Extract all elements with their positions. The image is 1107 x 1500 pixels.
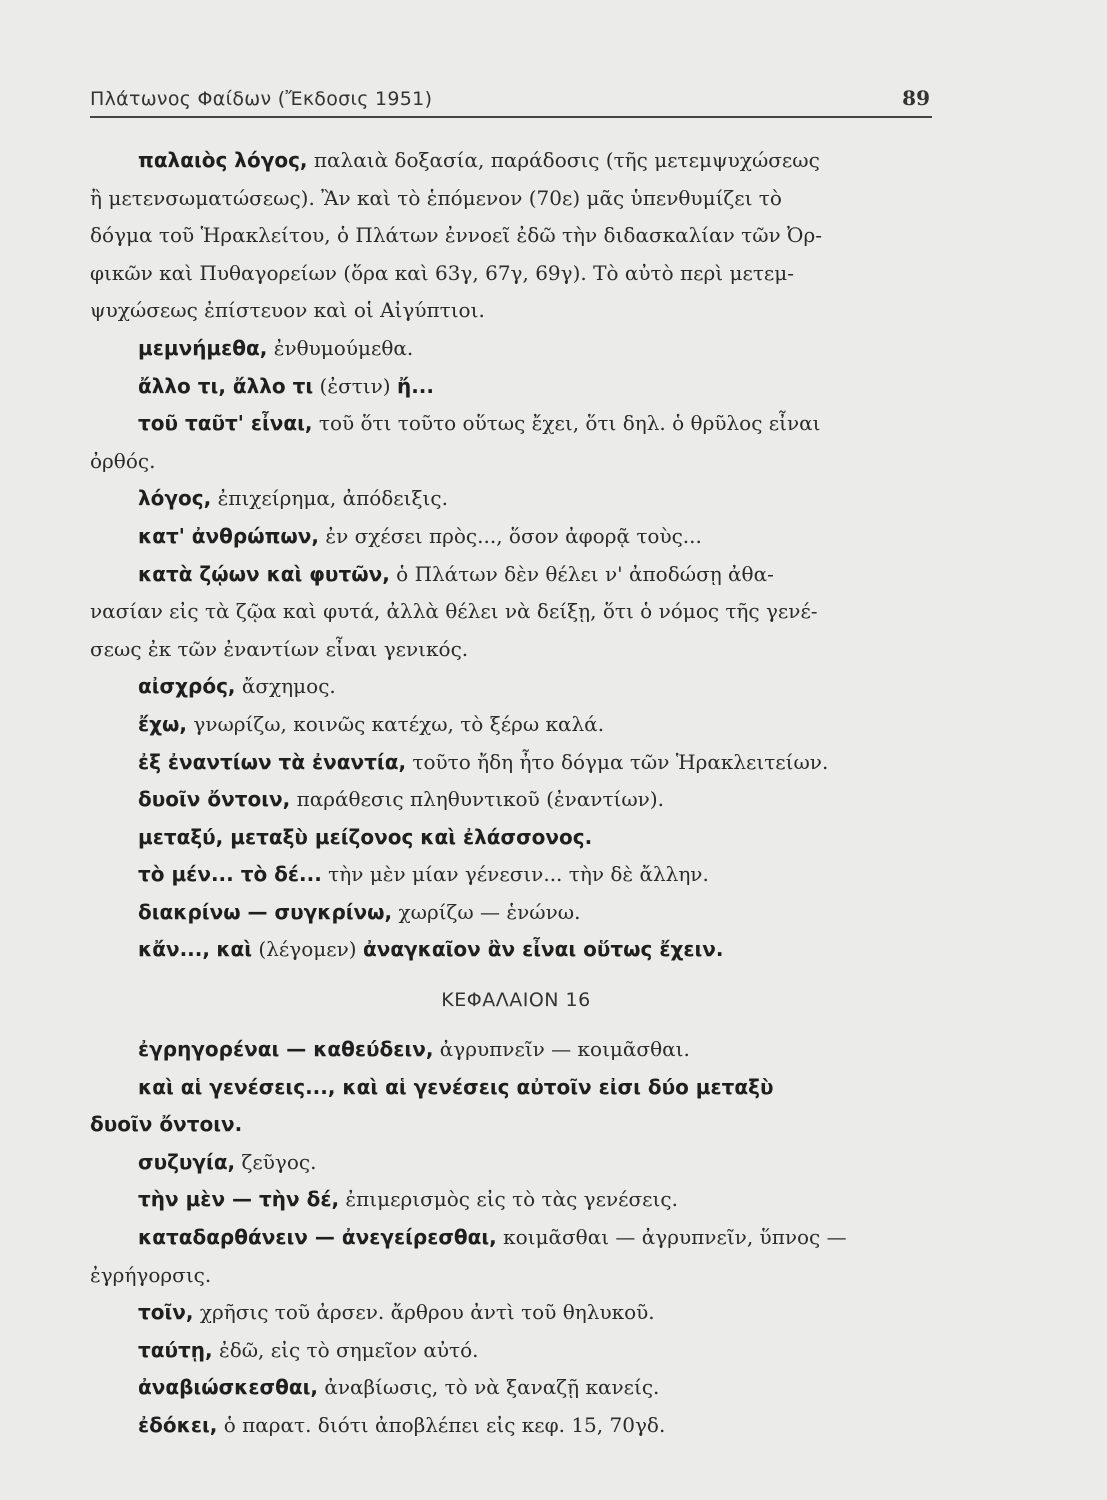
text-line [90, 480, 932, 518]
lemma: δυοῖν ὄντοιν. [90, 1112, 243, 1137]
gloss: χωρίζω — ἑνώνω. [392, 899, 581, 924]
gloss: ἐνθυμούμεθα. [267, 335, 414, 360]
page-body [90, 142, 932, 1445]
lemma: ἤ... [396, 373, 434, 398]
text-line [90, 1407, 932, 1445]
text-line [90, 368, 932, 406]
lemma: τοῖν, [138, 1300, 194, 1325]
text-line [90, 1031, 932, 1069]
lemma: κατὰ ζῴων καὶ φυτῶν, [138, 561, 390, 586]
lemma: παλαιὸς λόγος, [138, 148, 308, 172]
lemma: διακρίνω — συγκρίνω, [138, 899, 393, 924]
lemma: καταδαρθάνειν — ἀνεγείρεσθαι, [138, 1225, 497, 1250]
text-line [90, 330, 932, 368]
lemma: ἀναβιώσκεσθαι, [138, 1375, 318, 1400]
gloss: φικῶν καὶ Πυθαγορείων (ὅρα καὶ 63γ, 67γ, 69γ). Τὸ αὐτὸ περὶ μετεμ- [90, 260, 794, 285]
text-line [90, 1332, 932, 1370]
lemma: ἀναγκαῖον ἂν εἶναι οὕτως ἔχειν. [362, 937, 724, 962]
lemma: καὶ [216, 937, 253, 962]
gloss: δόγμα τοῦ Ἡρακλείτου, ὁ Πλάτων ἐννοεῖ ἐδῶ τὴν διδασκαλίαν τῶν Ὀρ- [90, 223, 822, 248]
gloss: ὁ παρατ. διότι ἀποβλέπει εἰς κεφ. 15, 70γδ. [217, 1413, 666, 1437]
lemma: τὸ μέν... τὸ δέ... [138, 862, 322, 887]
lemma: κἄν..., [138, 937, 210, 962]
text-line [90, 593, 932, 631]
lemma: κατ' ἀνθρώπων, [138, 523, 320, 548]
gloss: ὁ Πλάτων δὲν θέλει ν' ἀποδώσῃ ἀθα- [389, 561, 774, 586]
gloss: νασίαν εἰς τὰ ζῷα καὶ φυτά, ἀλλὰ θέλει νὰ δείξῃ, ὅτι ὁ νόμος τῆς γενέ- [90, 599, 818, 624]
text-line [90, 1106, 932, 1144]
text-line [90, 556, 932, 594]
gloss: ἢ μετενσωματώσεως). Ἂν καὶ τὸ ἑπόμενον (70ε) μᾶς ὑπενθυμίζει τὸ [90, 185, 782, 210]
gloss: τοῦτο ἤδη ἦτο δόγμα τῶν Ἡρακλειτείων. [406, 749, 829, 774]
running-title: Πλάτωνος Φαίδων (Ἔκδοσις 1951) [90, 88, 433, 110]
text-line [90, 1257, 932, 1295]
chapter-heading: ΚΕΦΑΛΑΙΟΝ 16 [441, 989, 591, 1012]
text-line [90, 180, 932, 218]
text-line [90, 631, 932, 669]
text-line [90, 1181, 932, 1219]
lemma: ἔχω, [138, 711, 188, 736]
lemma: ταύτῃ, [138, 1337, 213, 1362]
text-line [90, 217, 932, 255]
gloss: ἐγρήγορσις. [90, 1262, 212, 1287]
text-line [90, 781, 932, 819]
lemma: ἐγρηγορέναι — καθεύδειν, [138, 1037, 434, 1062]
lemma: αἰσχρός, [138, 674, 236, 699]
lemma: μεταξύ, μεταξὺ μείζονος καὶ ἐλάσσονος. [138, 824, 593, 849]
gloss: ψυχώσεως ἐπίστευον καὶ οἱ Αἰγύπτιοι. [90, 298, 485, 323]
text-line [90, 894, 932, 932]
text-line [90, 405, 932, 443]
gloss: παλαιὰ δοξασία, παράδοσις (τῆς μετεμψυχώσεως [307, 148, 820, 172]
text-line [90, 142, 932, 180]
text-line [90, 1294, 932, 1332]
gloss: τὴν μὲν μίαν γένεσιν... τὴν δὲ ἄλλην. [321, 862, 709, 887]
gloss: ἀναβίωσις, τὸ νὰ ξαναζῇ κανείς. [317, 1375, 660, 1400]
lemma: ἐξ ἐναντίων τὰ ἐναντία, [138, 749, 407, 774]
text-line [90, 292, 932, 330]
page-header [90, 84, 932, 118]
text-line [90, 856, 932, 894]
lemma: συζυγία, [138, 1149, 236, 1174]
text-line [90, 1144, 932, 1182]
gloss: χρῆσις τοῦ ἀρσεν. ἄρθρου ἀντὶ τοῦ θηλυκοῦ. [193, 1300, 655, 1325]
text-line [90, 668, 932, 706]
lemma: δυοῖν ὄντοιν, [138, 787, 291, 812]
lemma: ἐδόκει, [138, 1413, 218, 1437]
lemma: μεμνήμεθα, [138, 335, 268, 360]
text-line [90, 255, 932, 293]
lemma: λόγος, [138, 486, 212, 511]
text-line [90, 1369, 932, 1407]
commentary-block-1 [90, 142, 932, 969]
gloss: (ἐστιν) [313, 373, 397, 398]
text-line [90, 744, 932, 782]
commentary-block-2 [90, 1031, 932, 1445]
gloss: γνωρίζω, κοινῶς κατέχω, τὸ ξέρω καλά. [187, 711, 605, 736]
gloss: ἐν σχέσει πρὸς..., ὅσον ἀφορᾷ τοὺς... [319, 523, 702, 548]
gloss: κοιμᾶσθαι — ἀγρυπνεῖν, ὕπνος — [496, 1225, 847, 1250]
gloss: παράθεσις πληθυντικοῦ (ἐναντίων). [290, 787, 664, 812]
text-line [90, 931, 932, 969]
lemma: καὶ αἱ γενέσεις..., καὶ αἱ γενέσεις αὐτοῖν εἰσι δύο μεταξὺ [138, 1074, 774, 1099]
gloss: ἐπιμερισμὸς εἰς τὸ τὰς γενέσεις. [339, 1187, 678, 1212]
text-line [90, 819, 932, 857]
lemma: τὴν μὲν — τὴν δέ, [138, 1187, 340, 1212]
gloss: τοῦ ὅτι τοῦτο οὕτως ἔχει, ὅτι δηλ. ὁ θρῦλος εἶναι [312, 411, 821, 436]
text-line [90, 518, 932, 556]
lemma: τοῦ ταῦτ' εἶναι, [138, 411, 313, 436]
text-line [90, 1219, 932, 1257]
gloss: ζεῦγος. [235, 1149, 317, 1174]
lemma: ἄλλο τι, ἄλλο τι [138, 373, 314, 398]
gloss: ἄσχημος. [235, 674, 336, 699]
page-number: 89 [902, 86, 930, 110]
gloss: ἐπιχείρημα, ἀπόδειξις. [211, 486, 448, 511]
gloss: (λέγομεν) [252, 937, 363, 962]
text-line [90, 443, 932, 481]
gloss: ἀγρυπνεῖν — κοιμᾶσθαι. [433, 1037, 690, 1062]
gloss: ἐδῶ, εἰς τὸ σημεῖον αὐτό. [212, 1337, 479, 1362]
gloss: σεως ἐκ τῶν ἐναντίων εἶναι γενικός. [90, 636, 469, 661]
text-line [90, 706, 932, 744]
gloss: ὀρθός. [90, 448, 156, 473]
text-line [90, 1069, 932, 1107]
